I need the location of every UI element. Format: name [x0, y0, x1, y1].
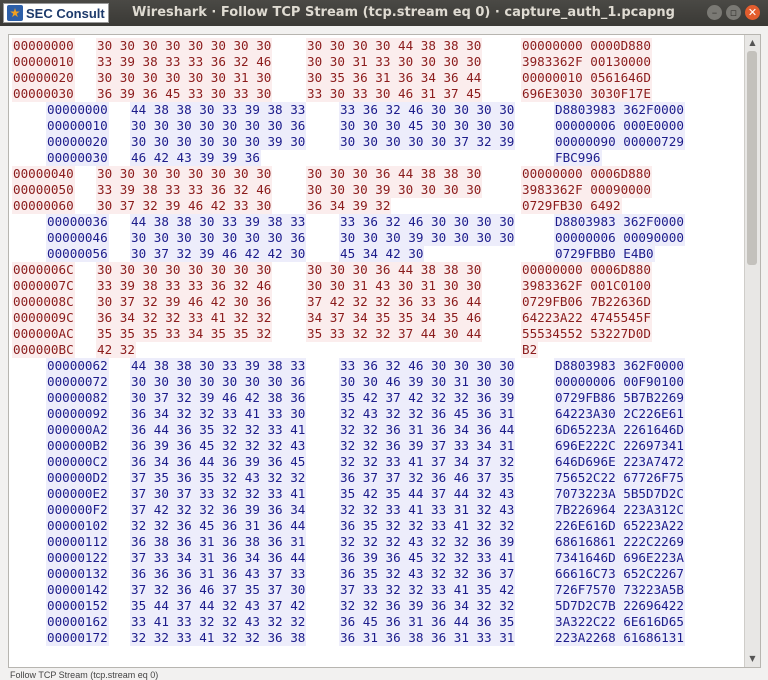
- row-ascii: 0729FB06 7B22636D: [522, 294, 651, 309]
- client-hex-row: [9, 262, 746, 278]
- row-offset: 00000152: [47, 598, 108, 613]
- row-ascii: 7B226964 223A312C: [555, 502, 684, 517]
- row-hex-group-1: 37 30 37 33 32 32 33 41: [131, 486, 306, 501]
- star-logo-icon: [7, 5, 23, 21]
- row-hex-group-2: 37 42 32 32 36 33 36 44: [307, 294, 482, 309]
- row-offset: 000000E2: [47, 486, 108, 501]
- row-offset: 00000122: [47, 550, 108, 565]
- client-hex-row: [9, 326, 746, 342]
- row-hex-group-1: 36 38 36 31 36 38 36 31: [131, 534, 306, 549]
- server-hex-row: [9, 246, 746, 262]
- row-hex-group-1: 30 30 30 30 30 30 30 30: [97, 38, 272, 53]
- row-offset: 00000010: [47, 118, 108, 133]
- server-hex-row: [9, 102, 746, 118]
- row-hex-group-2: 32 32 36 39 36 34 32 32: [340, 598, 515, 613]
- row-offset: 000000B2: [47, 438, 108, 453]
- row-hex-group-2: 30 30 31 33 30 30 30 30: [307, 54, 482, 69]
- server-hex-row: [9, 134, 746, 150]
- row-hex-group-1: 46 42 43 39 39 36: [131, 150, 260, 165]
- server-hex-row: [9, 550, 746, 566]
- scroll-up-arrow-icon[interactable]: ▲: [749, 38, 756, 47]
- row-ascii: 7073223A 5B5D7D2C: [555, 486, 684, 501]
- row-ascii: 00000000 0006D880: [522, 166, 651, 181]
- server-hex-row: [9, 230, 746, 246]
- row-ascii: 3A322C22 6E616D65: [555, 614, 684, 629]
- row-hex-group-1: 36 34 32 32 33 41 33 30: [131, 406, 306, 421]
- row-hex-group-1: 37 35 36 35 32 43 32 32: [131, 470, 306, 485]
- row-hex-group-1: 36 34 36 44 36 39 36 45: [131, 454, 306, 469]
- row-offset: 00000056: [47, 246, 108, 261]
- server-hex-row: [9, 470, 746, 486]
- row-hex-group-2: 37 33 32 32 33 41 35 42: [340, 582, 515, 597]
- row-hex-group-2: 35 33 32 32 37 44 30 44: [307, 326, 482, 341]
- row-offset: 00000092: [47, 406, 108, 421]
- row-offset: 00000046: [47, 230, 108, 245]
- client-hex-row: [9, 294, 746, 310]
- row-hex-group-1: 33 41 33 32 32 43 32 32: [131, 614, 306, 629]
- row-ascii: 00000010 0561646D: [522, 70, 651, 85]
- server-hex-row: [9, 582, 746, 598]
- row-offset: 00000172: [47, 630, 108, 645]
- server-hex-row: [9, 390, 746, 406]
- row-ascii: 3983362F 001C0100: [522, 278, 651, 293]
- row-hex-group-1: 36 44 36 35 32 32 33 41: [131, 422, 306, 437]
- client-hex-row: [9, 86, 746, 102]
- row-hex-group-1: 33 39 38 33 33 36 32 46: [97, 278, 272, 293]
- row-hex-group-2: 30 30 31 43 30 31 30 30: [307, 278, 482, 293]
- row-ascii: D8803983 362F0000: [555, 358, 684, 373]
- status-text: Follow TCP Stream (tcp.stream eq 0): [10, 670, 159, 680]
- row-offset: 00000102: [47, 518, 108, 533]
- row-offset: 00000062: [47, 358, 108, 373]
- row-ascii: 64223A22 4745545F: [522, 310, 651, 325]
- row-hex-group-1: 42 32: [97, 342, 135, 357]
- row-ascii: 223A2268 61686131: [555, 630, 684, 645]
- row-ascii: 00000090 00000729: [555, 134, 684, 149]
- row-hex-group-2: 32 32 33 41 33 31 32 43: [340, 502, 515, 517]
- row-ascii: 00000000 0006D880: [522, 262, 651, 277]
- row-hex-group-2: 35 42 35 44 37 44 32 43: [340, 486, 515, 501]
- row-hex-group-2: 33 30 33 30 46 31 37 45: [307, 86, 482, 101]
- row-hex-group-2: 32 43 32 32 36 45 36 31: [340, 406, 515, 421]
- row-hex-group-1: 30 30 30 30 30 30 30 30: [97, 166, 272, 181]
- server-hex-row: [9, 486, 746, 502]
- row-hex-group-2: 32 32 36 31 36 34 36 44: [340, 422, 515, 437]
- row-hex-group-2: 36 34 39 32: [307, 198, 391, 213]
- row-hex-group-2: 33 36 32 46 30 30 30 30: [340, 214, 515, 229]
- row-hex-group-1: 30 30 30 30 30 30 39 30: [131, 134, 306, 149]
- row-ascii: 6D65223A 2261646D: [555, 422, 684, 437]
- scrollbar-thumb[interactable]: [747, 51, 757, 265]
- row-hex-group-1: 30 30 30 30 30 30 30 30: [97, 262, 272, 277]
- row-hex-group-2: 36 31 36 38 36 31 33 31: [340, 630, 515, 645]
- row-offset: 000000A2: [47, 422, 108, 437]
- server-hex-row: [9, 502, 746, 518]
- row-offset: 00000030: [13, 86, 74, 101]
- row-hex-group-1: 35 35 35 33 34 35 35 32: [97, 326, 272, 341]
- server-hex-row: [9, 518, 746, 534]
- row-offset: 000000D2: [47, 470, 108, 485]
- window-controls: [707, 5, 760, 20]
- row-offset: 00000132: [47, 566, 108, 581]
- row-hex-group-1: 33 39 38 33 33 36 32 46: [97, 182, 272, 197]
- row-offset: 00000060: [13, 198, 74, 213]
- row-offset: 00000040: [13, 166, 74, 181]
- row-ascii: 55534552 53227D0D: [522, 326, 651, 341]
- row-hex-group-2: 33 36 32 46 30 30 30 30: [340, 102, 515, 117]
- row-hex-group-2: 36 39 36 45 32 32 33 41: [340, 550, 515, 565]
- row-hex-group-2: 32 32 32 43 32 32 36 39: [340, 534, 515, 549]
- row-ascii: 646D696E 223A7472: [555, 454, 684, 469]
- row-hex-group-1: 32 32 33 41 32 32 36 38: [131, 630, 306, 645]
- row-offset: 0000009C: [13, 310, 74, 325]
- server-hex-row: [9, 454, 746, 470]
- row-hex-group-2: 30 30 30 39 30 30 30 30: [307, 182, 482, 197]
- row-ascii: 0729FBB0 E4B0: [555, 246, 654, 261]
- row-ascii: 0729FB30 6492: [522, 198, 621, 213]
- row-ascii: 68616861 222C2269: [555, 534, 684, 549]
- row-ascii: 3983362F 00130000: [522, 54, 651, 69]
- row-hex-group-1: 35 44 37 44 32 43 37 42: [131, 598, 306, 613]
- row-hex-group-1: 37 42 32 32 36 39 36 34: [131, 502, 306, 517]
- row-offset: 00000142: [47, 582, 108, 597]
- row-hex-group-2: 30 35 36 31 36 34 36 44: [307, 70, 482, 85]
- row-hex-group-2: 30 30 30 39 30 30 30 30: [340, 230, 515, 245]
- row-offset: 00000020: [47, 134, 108, 149]
- row-hex-group-1: 30 37 32 39 46 42 42 30: [131, 246, 306, 261]
- row-ascii: 00000006 00090000: [555, 230, 684, 245]
- minimize-button[interactable]: –: [707, 5, 722, 20]
- row-hex-group-1: 44 38 38 30 33 39 38 33: [131, 214, 306, 229]
- row-hex-group-2: 36 45 36 31 36 44 36 35: [340, 614, 515, 629]
- close-button[interactable]: ✕: [745, 5, 760, 20]
- server-hex-row: [9, 422, 746, 438]
- row-ascii: 3983362F 00090000: [522, 182, 651, 197]
- row-ascii: 00000000 0000D880: [522, 38, 651, 53]
- row-hex-group-2: 32 32 36 39 37 33 34 31: [340, 438, 515, 453]
- row-hex-group-2: 30 30 30 45 30 30 30 30: [340, 118, 515, 133]
- maximize-button[interactable]: ▫: [726, 5, 741, 20]
- row-offset: 000000BC: [13, 342, 74, 357]
- row-hex-group-2: 33 36 32 46 30 30 30 30: [340, 358, 515, 373]
- row-ascii: D8803983 362F0000: [555, 214, 684, 229]
- client-hex-row: [9, 70, 746, 86]
- server-hex-row: [9, 374, 746, 390]
- client-hex-row: [9, 342, 746, 358]
- server-hex-row: [9, 630, 746, 646]
- window-title: Wireshark · Follow TCP Stream (tcp.stream eq 0) · capture_auth_1.pcapng: [132, 5, 675, 20]
- row-offset: 00000000: [13, 38, 74, 53]
- server-hex-row: [9, 534, 746, 550]
- row-hex-group-1: 36 39 36 45 33 30 33 30: [97, 86, 272, 101]
- row-ascii: 66616C73 652C2267: [555, 566, 684, 581]
- row-ascii: 00000006 00F90100: [555, 374, 684, 389]
- row-hex-group-1: 30 30 30 30 30 30 30 36: [131, 230, 306, 245]
- row-ascii: 5D7D2C7B 22696422: [555, 598, 684, 613]
- server-hex-row: [9, 214, 746, 230]
- title-bar: [0, 0, 768, 26]
- row-offset: 00000050: [13, 182, 74, 197]
- row-hex-group-2: 30 30 30 36 44 38 38 30: [307, 262, 482, 277]
- client-hex-row: [9, 166, 746, 182]
- row-hex-group-2: 36 35 32 32 33 41 32 32: [340, 518, 515, 533]
- row-hex-group-2: 32 32 33 41 37 34 37 32: [340, 454, 515, 469]
- row-hex-group-2: 34 37 34 35 35 34 35 46: [307, 310, 482, 325]
- row-ascii: 696E3030 3030F17E: [522, 86, 651, 101]
- row-ascii: 75652C22 67726F75: [555, 470, 684, 485]
- row-hex-group-1: 37 32 36 46 37 35 37 30: [131, 582, 306, 597]
- row-hex-group-1: 30 30 30 30 30 30 30 36: [131, 374, 306, 389]
- row-hex-group-2: 30 30 46 39 30 31 30 30: [340, 374, 515, 389]
- row-offset: 00000020: [13, 70, 74, 85]
- row-hex-group-1: 36 34 32 32 33 41 32 32: [97, 310, 272, 325]
- row-ascii: 64223A30 2C226E61: [555, 406, 684, 421]
- row-offset: 000000F2: [47, 502, 108, 517]
- row-offset: 00000162: [47, 614, 108, 629]
- row-hex-group-1: 36 39 36 45 32 32 32 43: [131, 438, 306, 453]
- row-ascii: D8803983 362F0000: [555, 102, 684, 117]
- row-hex-group-2: 45 34 42 30: [340, 246, 424, 261]
- client-hex-row: [9, 54, 746, 70]
- server-hex-row: [9, 406, 746, 422]
- stream-text-view[interactable]: [8, 34, 761, 668]
- server-hex-row: [9, 118, 746, 134]
- client-hex-row: [9, 182, 746, 198]
- client-hex-row: [9, 278, 746, 294]
- row-hex-group-1: 33 39 38 33 33 36 32 46: [97, 54, 272, 69]
- row-hex-group-1: 30 37 32 39 46 42 33 30: [97, 198, 272, 213]
- vertical-scrollbar[interactable]: [744, 35, 760, 667]
- row-ascii: 0729FB86 5B7B2269: [555, 390, 684, 405]
- row-hex-group-1: 30 30 30 30 30 30 31 30: [97, 70, 272, 85]
- row-ascii: 226E616D 65223A22: [555, 518, 684, 533]
- row-hex-group-2: 36 37 37 32 36 46 37 35: [340, 470, 515, 485]
- row-ascii: 696E222C 22697341: [555, 438, 684, 453]
- row-offset: 00000030: [47, 150, 108, 165]
- logo-text: SEC Consult: [26, 5, 105, 21]
- row-offset: 00000036: [47, 214, 108, 229]
- row-ascii: 726F7570 73223A5B: [555, 582, 684, 597]
- row-hex-group-2: 35 42 37 42 32 32 36 39: [340, 390, 515, 405]
- server-hex-row: [9, 358, 746, 374]
- server-hex-row: [9, 438, 746, 454]
- server-hex-row: [9, 598, 746, 614]
- row-hex-group-2: 36 35 32 43 32 32 36 37: [340, 566, 515, 581]
- row-ascii: 7341646D 696E223A: [555, 550, 684, 565]
- row-offset: 0000008C: [13, 294, 74, 309]
- row-hex-group-1: 37 33 34 31 36 34 36 44: [131, 550, 306, 565]
- row-offset: 000000C2: [47, 454, 108, 469]
- row-hex-group-1: 30 30 30 30 30 30 30 36: [131, 118, 306, 133]
- server-hex-row: [9, 566, 746, 582]
- row-hex-group-1: 44 38 38 30 33 39 38 33: [131, 358, 306, 373]
- row-ascii: FBC996: [555, 150, 601, 165]
- row-ascii: B2: [522, 342, 538, 357]
- row-offset: 0000006C: [13, 262, 74, 277]
- server-hex-row: [9, 150, 746, 166]
- row-hex-group-1: 30 37 32 39 46 42 38 36: [131, 390, 306, 405]
- row-hex-group-2: 30 30 30 30 30 37 32 39: [340, 134, 515, 149]
- server-hex-row: [9, 614, 746, 630]
- row-offset: 000000AC: [13, 326, 74, 341]
- sec-consult-logo: [3, 3, 109, 23]
- row-offset: 00000112: [47, 534, 108, 549]
- row-hex-group-2: 30 30 30 30 44 38 38 30: [307, 38, 482, 53]
- client-hex-row: [9, 310, 746, 326]
- row-offset: 00000000: [47, 102, 108, 117]
- row-offset: 00000082: [47, 390, 108, 405]
- row-hex-group-1: 30 37 32 39 46 42 30 36: [97, 294, 272, 309]
- row-offset: 00000072: [47, 374, 108, 389]
- scroll-down-arrow-icon[interactable]: ▼: [749, 654, 756, 663]
- row-offset: 0000007C: [13, 278, 74, 293]
- client-hex-row: [9, 198, 746, 214]
- row-hex-group-1: 36 36 36 31 36 43 37 33: [131, 566, 306, 581]
- row-ascii: 00000006 000E0000: [555, 118, 684, 133]
- client-hex-row: [9, 38, 746, 54]
- row-offset: 00000010: [13, 54, 74, 69]
- hex-dump: [9, 38, 746, 646]
- row-hex-group-1: 44 38 38 30 33 39 38 33: [131, 102, 306, 117]
- row-hex-group-1: 32 32 36 45 36 31 36 44: [131, 518, 306, 533]
- row-hex-group-2: 30 30 30 36 44 38 38 30: [307, 166, 482, 181]
